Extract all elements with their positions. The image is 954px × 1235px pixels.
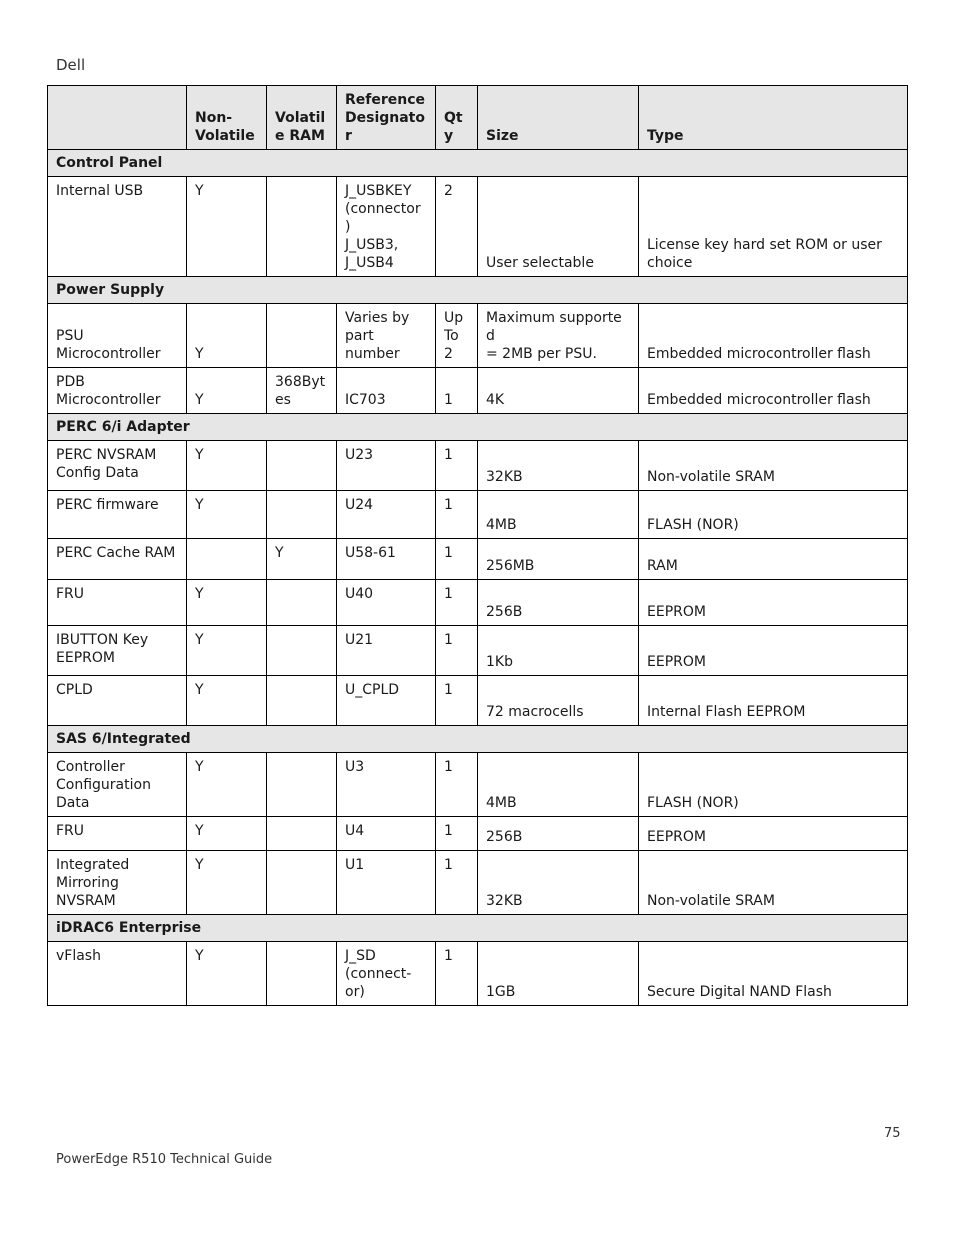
cell-non-volatile: Y [187, 626, 267, 676]
cell-component: PERC firmware [48, 491, 187, 539]
cell-non-volatile [187, 539, 267, 580]
cell-volatile-ram [267, 441, 337, 491]
cell-volatile-ram [267, 626, 337, 676]
header-company: Dell [56, 56, 86, 74]
cell-volatile-ram [267, 851, 337, 915]
cell-reference-designator: J_SD (connect- or) [337, 942, 436, 1006]
table-row [48, 580, 908, 626]
cell-volatile-ram [267, 580, 337, 626]
cell-reference-designator: IC703 [337, 368, 436, 414]
section-row [48, 277, 908, 304]
cell-size: 256B [478, 580, 639, 626]
cell-non-volatile: Y [187, 817, 267, 851]
cell-qty: 1 [436, 368, 478, 414]
cell-component: Internal USB [48, 177, 187, 277]
cell-non-volatile: Y [187, 676, 267, 726]
cell-type: License key hard set ROM or user choice [639, 177, 908, 277]
cell-volatile-ram: Y [267, 539, 337, 580]
cell-size: 32KB [478, 441, 639, 491]
table-row [48, 368, 908, 414]
cell-non-volatile: Y [187, 304, 267, 368]
header-cell-size: Size [478, 86, 639, 150]
cell-qty: 2 [436, 177, 478, 277]
section-title: PERC 6/i Adapter [48, 414, 908, 441]
page-number: 75 [884, 1126, 901, 1141]
cell-non-volatile: Y [187, 942, 267, 1006]
cell-type: Embedded microcontroller flash [639, 304, 908, 368]
header-cell-non-volatile: Non- Volatile [187, 86, 267, 150]
cell-volatile-ram [267, 177, 337, 277]
cell-reference-designator: U3 [337, 753, 436, 817]
cell-component: CPLD [48, 676, 187, 726]
table-row [48, 304, 908, 368]
cell-qty: 1 [436, 626, 478, 676]
cell-qty: 1 [436, 441, 478, 491]
section-row [48, 150, 908, 177]
table-row [48, 817, 908, 851]
cell-type: FLASH (NOR) [639, 491, 908, 539]
cell-qty: 1 [436, 851, 478, 915]
cell-non-volatile: Y [187, 368, 267, 414]
cell-qty: 1 [436, 753, 478, 817]
table-row [48, 676, 908, 726]
cell-reference-designator: U21 [337, 626, 436, 676]
cell-volatile-ram [267, 491, 337, 539]
cell-component: vFlash [48, 942, 187, 1006]
cell-size: 1Kb [478, 626, 639, 676]
cell-reference-designator: J_USBKEY (connector ) J_USB3, J_USB4 [337, 177, 436, 277]
cell-non-volatile: Y [187, 851, 267, 915]
cell-size: 4MB [478, 753, 639, 817]
cell-size: 1GB [478, 942, 639, 1006]
cell-qty: 1 [436, 580, 478, 626]
cell-size: Maximum supported = 2MB per PSU. [478, 304, 639, 368]
table-row [48, 626, 908, 676]
cell-volatile-ram [267, 753, 337, 817]
cell-size: 4MB [478, 491, 639, 539]
cell-volatile-ram [267, 304, 337, 368]
cell-volatile-ram: 368Byt es [267, 368, 337, 414]
cell-component: PDB Microcontroller [48, 368, 187, 414]
section-title: Control Panel [48, 150, 908, 177]
cell-size: 72 macrocells [478, 676, 639, 726]
header-cell-volatile-ram: Volatil e RAM [267, 86, 337, 150]
cell-non-volatile: Y [187, 753, 267, 817]
cell-qty: 1 [436, 942, 478, 1006]
cell-reference-designator: Varies by part number [337, 304, 436, 368]
table-row [48, 753, 908, 817]
cell-reference-designator: U1 [337, 851, 436, 915]
footer-guide-title: PowerEdge R510 Technical Guide [56, 1152, 273, 1167]
cell-non-volatile: Y [187, 580, 267, 626]
cell-qty: 1 [436, 817, 478, 851]
table-row [48, 942, 908, 1006]
cell-qty: 1 [436, 491, 478, 539]
section-title: SAS 6/Integrated [48, 726, 908, 753]
cell-component: PERC Cache RAM [48, 539, 187, 580]
cell-volatile-ram [267, 676, 337, 726]
table-row [48, 539, 908, 580]
cell-qty: 1 [436, 676, 478, 726]
cell-reference-designator: U24 [337, 491, 436, 539]
header-cell-qty: Qt y [436, 86, 478, 150]
cell-type: Embedded microcontroller flash [639, 368, 908, 414]
cell-type: Internal Flash EEPROM [639, 676, 908, 726]
section-row [48, 414, 908, 441]
cell-type: Non-volatile SRAM [639, 441, 908, 491]
cell-component: Controller Configuration Data [48, 753, 187, 817]
cell-reference-designator: U23 [337, 441, 436, 491]
cell-type: Secure Digital NAND Flash [639, 942, 908, 1006]
cell-component: FRU [48, 817, 187, 851]
section-title: Power Supply [48, 277, 908, 304]
cell-qty: 1 [436, 539, 478, 580]
cell-size: 4K [478, 368, 639, 414]
cell-reference-designator: U_CPLD [337, 676, 436, 726]
table-row [48, 177, 908, 277]
table-row [48, 491, 908, 539]
cell-type: FLASH (NOR) [639, 753, 908, 817]
section-row [48, 915, 908, 942]
cell-type: EEPROM [639, 817, 908, 851]
cell-type: Non-volatile SRAM [639, 851, 908, 915]
cell-qty: Up To 2 [436, 304, 478, 368]
section-title: iDRAC6 Enterprise [48, 915, 908, 942]
cell-type: EEPROM [639, 580, 908, 626]
header-cell-reference-designator: Reference Designator [337, 86, 436, 150]
cell-non-volatile: Y [187, 441, 267, 491]
header-cell-component [48, 86, 187, 150]
cell-size: 256MB [478, 539, 639, 580]
cell-volatile-ram [267, 942, 337, 1006]
table-row [48, 441, 908, 491]
cell-non-volatile: Y [187, 491, 267, 539]
memory-spec-table [47, 85, 908, 1006]
cell-non-volatile: Y [187, 177, 267, 277]
cell-reference-designator: U40 [337, 580, 436, 626]
cell-component: IBUTTON Key EEPROM [48, 626, 187, 676]
cell-component: PERC NVSRAM Config Data [48, 441, 187, 491]
cell-type: RAM [639, 539, 908, 580]
cell-size: User selectable [478, 177, 639, 277]
cell-reference-designator: U58-61 [337, 539, 436, 580]
cell-type: EEPROM [639, 626, 908, 676]
cell-component: Integrated Mirroring NVSRAM [48, 851, 187, 915]
cell-size: 256B [478, 817, 639, 851]
cell-component: PSU Microcontroller [48, 304, 187, 368]
cell-size: 32KB [478, 851, 639, 915]
section-row [48, 726, 908, 753]
cell-reference-designator: U4 [337, 817, 436, 851]
table-header-row [48, 86, 908, 150]
cell-component: FRU [48, 580, 187, 626]
cell-volatile-ram [267, 817, 337, 851]
table-row [48, 851, 908, 915]
header-cell-type: Type [639, 86, 908, 150]
